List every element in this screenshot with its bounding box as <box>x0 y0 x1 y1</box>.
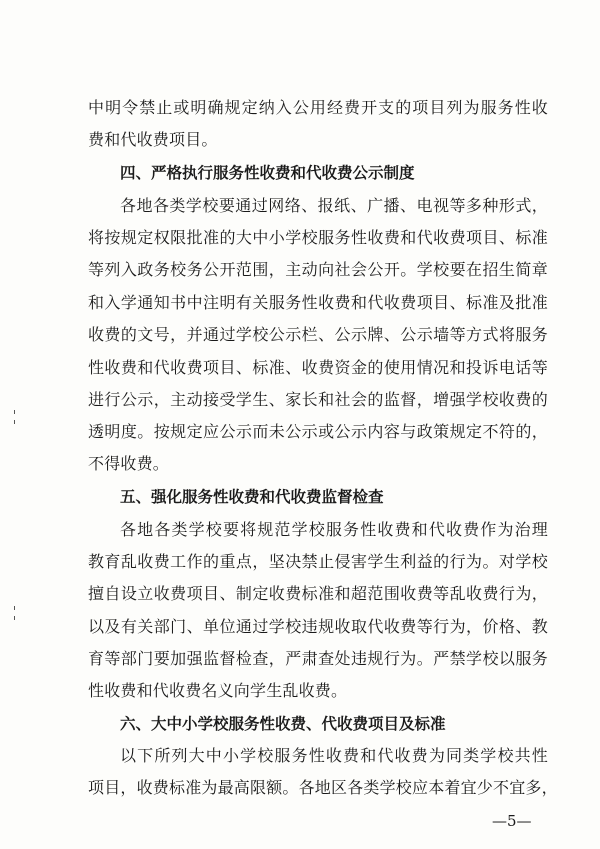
body-line-9: 进行公示，主动接受学生、家长和社会的监督，增强学校收费的 <box>88 390 548 409</box>
section-heading-4: 四、严格执行服务性收费和代收费公示制度 <box>120 164 415 182</box>
page-number: —5— <box>492 812 532 830</box>
body-line-10: 透明度。按规定应公示而未公示或公示内容与政策规定不符的， <box>88 422 548 441</box>
margin-mark <box>14 616 15 620</box>
body-line-13: 教育乱收费工作的重点，坚决禁止侵害学生利益的行为。对学校 <box>88 552 548 571</box>
section-heading-5: 五、强化服务性收费和代收费监督检查 <box>120 488 384 506</box>
body-line-1: 中明令禁止或明确规定纳入公用经费开支的项目列为服务性收 <box>88 98 548 117</box>
body-line-3: 各地各类学校要通过网络、报纸、广播、电视等多种形式， <box>120 196 548 215</box>
body-line-15: 以及有关部门、单位通过学校违规收取代收费等行为，价格、教 <box>88 617 548 636</box>
body-line-7: 收费的文号，并通过学校公示栏、公示牌、公示墙等方式将服务 <box>88 325 548 344</box>
margin-mark <box>14 606 15 610</box>
margin-mark <box>14 410 15 414</box>
body-line-11: 不得收费。 <box>88 454 170 473</box>
body-line-12: 各地各类学校要将规范学校服务性收费和代收费作为治理 <box>120 520 548 539</box>
body-line-19: 项目，收费标准为最高限额。各地区各类学校应本着宜少不宜多， <box>88 778 558 797</box>
body-line-16: 育等部门要加强监督检查，严肃查处违规行为。严禁学校以服务 <box>88 649 548 668</box>
body-line-6: 和入学通知书中注明有关服务性收费和代收费项目、标准及批准 <box>88 293 548 312</box>
body-line-17: 性收费和代收费名义向学生乱收费。 <box>88 681 348 700</box>
body-line-5: 等列入政务校务公开范围，主动向社会公开。学校要在招生简章 <box>88 260 548 279</box>
body-line-4: 将按规定权限批准的大中小学校服务性收费和代收费项目、标准 <box>88 228 548 247</box>
body-line-18: 以下所列大中小学校服务性收费和代收费为同类学校共性 <box>120 746 548 765</box>
section-heading-6: 六、大中小学校服务性收费、代收费项目及标准 <box>120 715 446 733</box>
margin-mark <box>14 420 15 424</box>
body-line-2: 费和代收费项目。 <box>88 130 218 149</box>
body-line-14: 擅自设立收费项目、制定收费标准和超范围收费等乱收费行为， <box>88 584 548 603</box>
body-line-8: 性收费和代收费项目、标准、收费资金的使用情况和投诉电话等 <box>88 358 548 377</box>
